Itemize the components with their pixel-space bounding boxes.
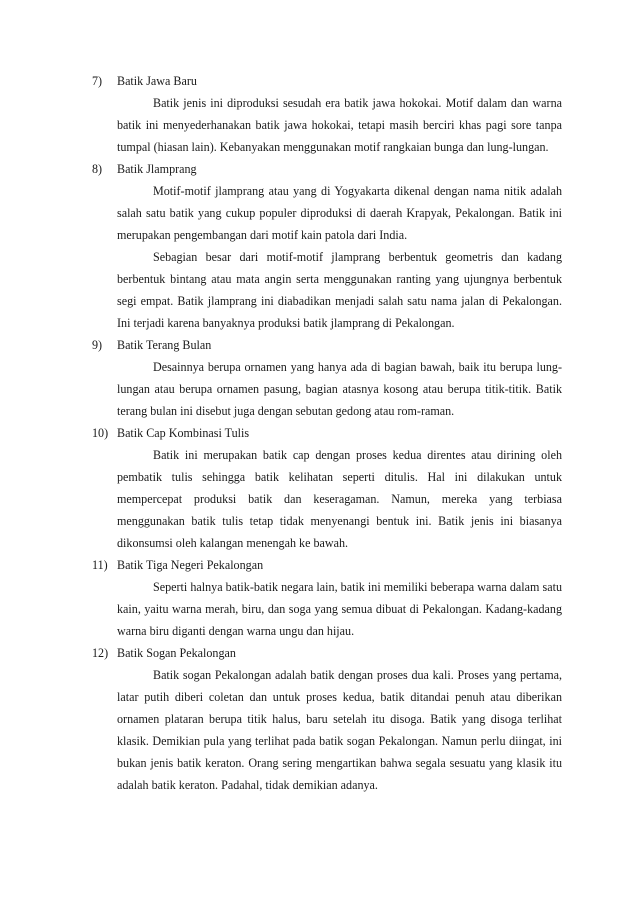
section-batik-jawa-baru [92,70,562,158]
document-body [92,70,562,796]
paragraph: Motif-motif jlamprang atau yang di Yogyakarta dikenal dengan nama nitik adalah salah satu batik yang cukup populer diproduksi di daerah Krapyak, Pekalongan. Batik ini merupakan pengembangan dari motif kain patola dari India. [117,184,562,242]
paragraph: Sebagian besar dari motif-motif jlamprang berbentuk geometris dan kadang berbentuk bintang atau mata angin serta menggunakan ranting yang ujungnya berbentuk segi empat. Batik jlamprang ini diabadikan menjadi salah satu nama jalan di Pekalongan. Ini terjadi karena banyaknya produksi batik jlamprang di Pekalongan. [117,250,562,330]
section-batik-sogan-pekalongan [92,642,562,796]
section-title: Batik Jlamprang [117,162,197,176]
section-heading [92,70,562,92]
paragraph: Batik sogan Pekalongan adalah batik dengan proses dua kali. Proses yang pertama, latar putih diberi coletan dan untuk proses kedua, batik ditandai penuh atau diberikan ornamen plataran berupa titik halus, baru setelah itu disoga. Batik yang disoga terlihat klasik. Demikian pula yang terlihat pada batik sogan Pekalongan. Namun perlu diingat, ini bukan jenis batik keraton. Orang sering mengartikan bahwa segala sesuatu yang klasik itu adalah batik keraton. Padahal, tidak demikian adanya. [117,668,562,792]
section-heading [92,334,562,356]
section-title: Batik Jawa Baru [117,74,197,88]
section-heading [92,422,562,444]
section-batik-jlamprang [92,158,562,334]
section-title: Batik Sogan Pekalongan [117,646,236,660]
section-heading [92,642,562,664]
paragraph: Batik ini merupakan batik cap dengan proses kedua direntes atau dirining oleh pembatik tulis sehingga batik kelihatan seperti ditulis. Hal ini dilakukan untuk mempercepat produksi batik dan keseragaman. Namun, mereka yang terbiasa menggunakan batik tulis tetap tidak menyenangi bentuk ini. Batik jenis ini biasanya dikonsumsi oleh kalangan menengah ke bawah. [117,448,562,550]
section-batik-cap-kombinasi-tulis [92,422,562,554]
section-number: 7) [92,74,103,88]
section-number: 11) [92,558,108,572]
section-heading [92,158,562,180]
section-title: Batik Tiga Negeri Pekalongan [117,558,264,572]
section-heading [92,554,562,576]
section-batik-tiga-negeri-pekalongan [92,554,562,642]
section-number: 10) [92,426,109,440]
paragraph: Batik jenis ini diproduksi sesudah era batik jawa hokokai. Motif dalam dan warna batik ini menyederhanakan batik jawa hokokai, tetapi masih berciri khas pagi sore tanpa tumpal (hiasan lain). Kebanyakan menggunakan motif rangkaian bunga dan lung-lungan. [117,96,562,154]
section-batik-terang-bulan [92,334,562,422]
paragraph: Seperti halnya batik-batik negara lain, batik ini memiliki beberapa warna dalam satu kain, yaitu warna merah, biru, dan soga yang semua dibuat di Pekalongan. Kadang-kadang warna biru diganti dengan warna ungu dan hijau. [117,580,562,638]
section-title: Batik Cap Kombinasi Tulis [117,426,250,440]
section-title: Batik Terang Bulan [117,338,212,352]
section-number: 12) [92,646,109,660]
paragraph: Desainnya berupa ornamen yang hanya ada di bagian bawah, baik itu berupa lung-lungan atau berupa ornamen pasung, bagian atasnya kosong atau berupa titik-titik. Batik terang bulan ini disebut juga dengan sebutan gedong atau rom-raman. [117,360,562,418]
section-number: 9) [92,338,103,352]
section-number: 8) [92,162,103,176]
